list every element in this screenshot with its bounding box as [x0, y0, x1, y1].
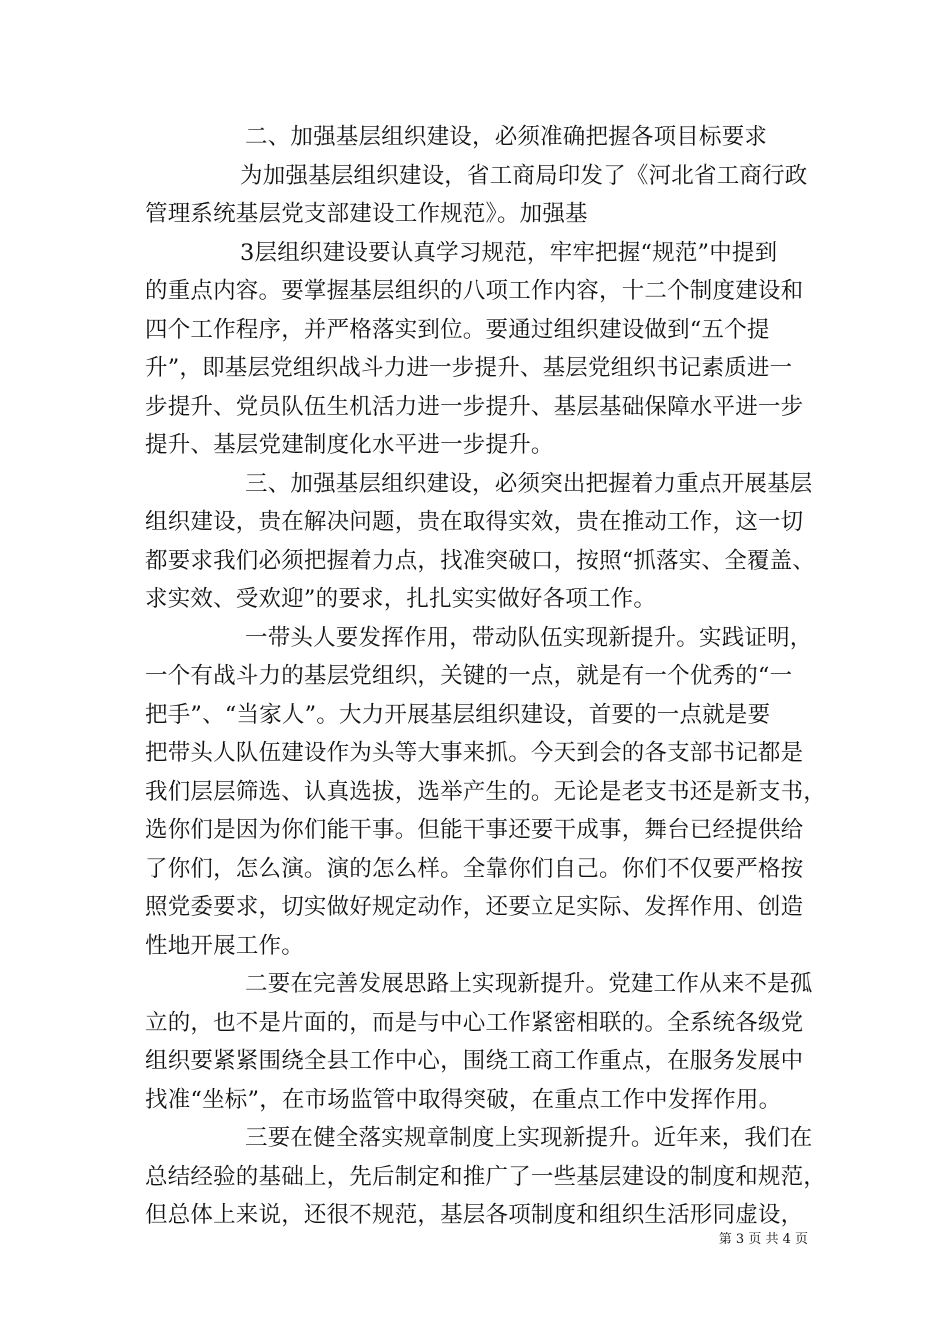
document-body [145, 118, 827, 1235]
paragraph-line: 求实效、受欢迎”的要求，扎扎实实做好各项工作。 [145, 586, 657, 612]
paragraph-line: 步提升、党员队伍生机活力进一步提升、基层基础保障水平进一步 [145, 393, 804, 420]
heading-section-2: 二、加强基层组织建设，必须准确把握各项目标要求 [245, 124, 768, 150]
paragraph-line: 四个工作程序，并严格落实到位。要通过组织建设做到“五个提 [145, 316, 770, 343]
paragraph-line: 组织要紧紧围绕全县工作中心，围绕工商工作重点，在服务发展中 [145, 1048, 804, 1074]
paragraph-line: 立的，也不是片面的，而是与中心工作紧密相联的。全系统各级党 [145, 1009, 804, 1036]
paragraph-line: 都要求我们必须把握着力点，找准突破口，按照“抓落实、全覆盖、 [145, 547, 816, 574]
paragraph-line: 把带头人队伍建设作为头等大事来抓。今天到会的各支部书记都是 [145, 740, 804, 766]
paragraph-line: 一带头人要发挥作用，带动队伍实现新提升。实践证明， [245, 624, 813, 651]
paragraph-line: 了你们，怎么演。演的怎么样。全靠你们自己。你们不仅要严格按 [145, 855, 804, 882]
paragraph-line: 二要在完善发展思路上实现新提升。党建工作从来不是孤 [245, 971, 813, 997]
paragraph-line: 总结经验的基础上，先后制定和推广了一些基层建设的制度和规范， [145, 1163, 827, 1190]
heading-section-3: 三、加强基层组织建设，必须突出把握着力重点开展基层 [245, 470, 813, 497]
paragraph-line: 三要在健全落实规章制度上实现新提升。近年来，我们在 [245, 1125, 813, 1151]
paragraph-line: 升”，即基层党组织战斗力进一步提升、基层党组织书记素质进一 [145, 355, 793, 381]
paragraph-line: 组织建设，贵在解决问题，贵在取得实效，贵在推动工作，这一切 [145, 509, 804, 535]
page-number-footer: 第 3 页 共 4 页 [718, 1232, 808, 1247]
paragraph-line: 选你们是因为你们能干事。但能干事还要干成事，舞台已经提供给 [145, 817, 804, 843]
paragraph-line: 一个有战斗力的基层党组织，关键的一点，就是有一个优秀的“一 [145, 663, 793, 689]
paragraph-line: 把手”、“当家人”。大力开展基层组织建设，首要的一点就是要 [145, 701, 771, 728]
paragraph-line: 我们层层筛选、认真选拔，选举产生的。无论是老支书还是新支书， [145, 778, 827, 805]
paragraph-line: 照党委要求，切实做好规定动作，还要立足实际、发挥作用、创造 [145, 894, 804, 920]
paragraph-line: 但总体上来说，还很不规范，基层各项制度和组织生活形同虚设， [145, 1202, 804, 1228]
paragraph-line: 3层组织建设要认真学习规范，牢牢把握“规范”中提到 [240, 239, 778, 266]
paragraph-line: 的重点内容。要掌握基层组织的八项工作内容，十二个制度建设和 [145, 278, 804, 304]
paragraph-line: 性地开展工作。 [145, 932, 304, 959]
paragraph-line: 为加强基层组织建设，省工商局印发了《河北省工商行政 [240, 162, 808, 189]
paragraph-line: 提升、基层党建制度化水平进一步提升。 [145, 432, 554, 458]
paragraph-line: 找准“坐标”，在市场监管中取得突破，在重点工作中发挥作用。 [145, 1086, 782, 1113]
paragraph-line: 管理系统基层党支部建设工作规范》。加强基 [145, 201, 588, 227]
